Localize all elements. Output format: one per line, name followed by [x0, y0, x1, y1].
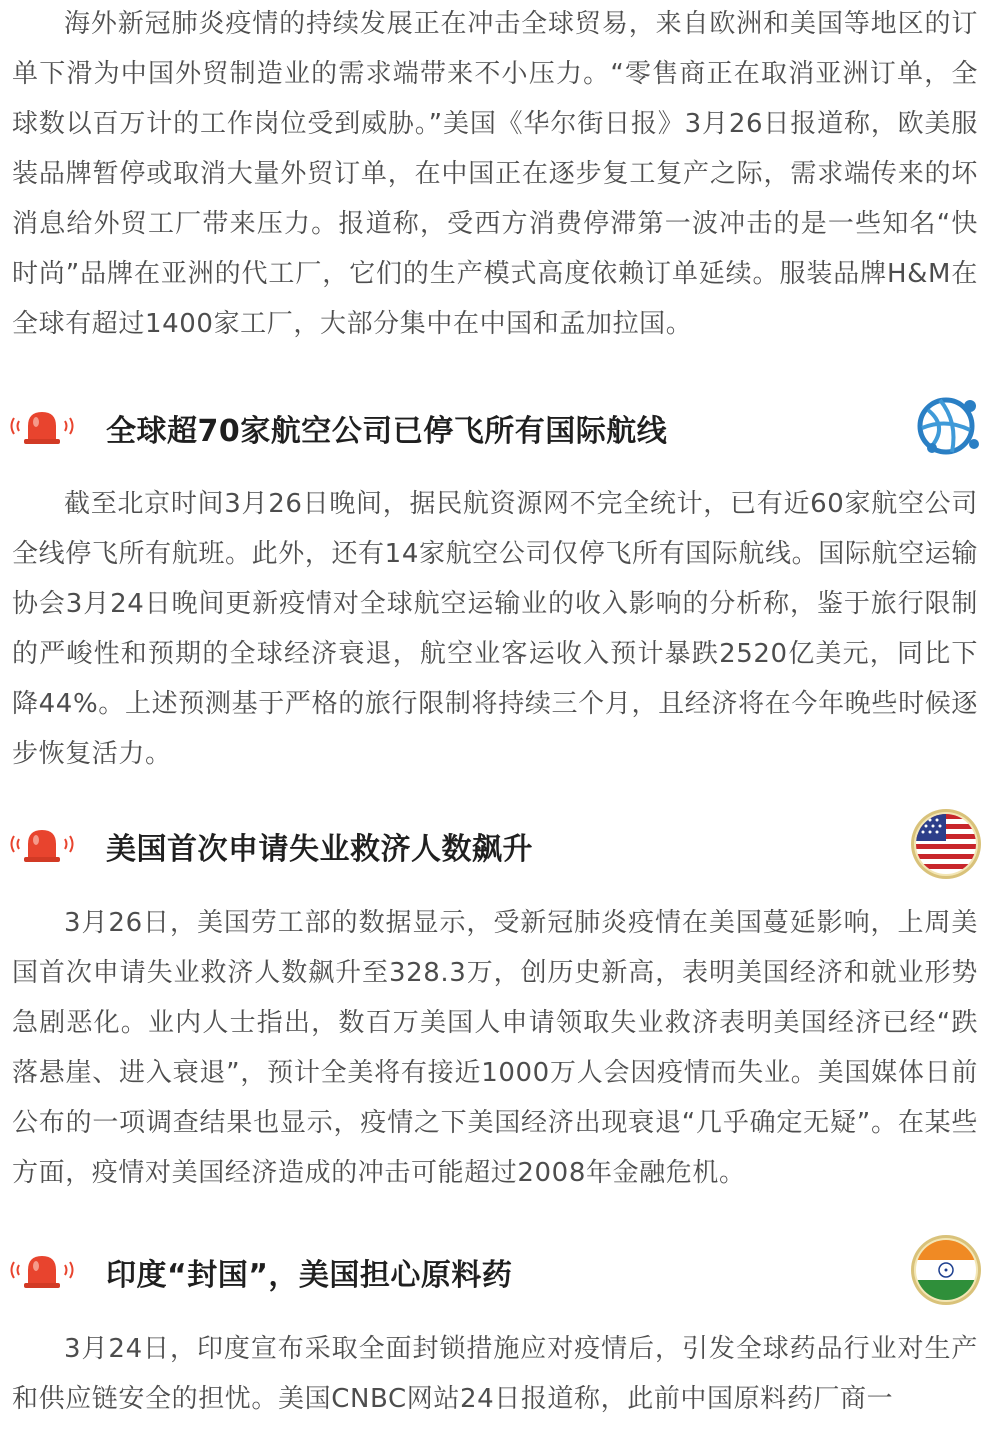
- section-paragraph-india: 3月24日，印度宣布采取全面封锁措施应对疫情后，引发全球药品行业对生产和供应链安全的担忧。美国CNBC网站24日报道称，此前中国原料药厂商一: [12, 1334, 978, 1414]
- alarm-bell-icon: [6, 820, 78, 868]
- globe-network-icon: [908, 388, 984, 464]
- section-paragraph-airlines: 截至北京时间3月26日晚间，据民航资源网不完全统计，已有近60家航空公司全线停飞所有航班。此外，还有14家航空公司仅停飞所有国际航线。国际航空运输协会3月24日晚间更新疫情对全球航空运输业的收入影响的分析称，鉴于旅行限制的严峻性和预期的全球经济衰退，航空业客运收入预计暴跌2520亿美元，同比下降44%。上述预测基于严格的旅行限制将持续三个月，且经济将在今年晚些时候逐步恢复活力。: [12, 489, 978, 769]
- section-title: 美国首次申请失业救济人数飙升: [106, 832, 533, 867]
- section-header-unemployment: [0, 806, 1004, 886]
- india-flag-icon: [908, 1232, 984, 1308]
- section-header-india: [0, 1232, 1004, 1312]
- us-flag-icon: [908, 806, 984, 882]
- alarm-bell-icon: [6, 402, 78, 450]
- section-paragraph-unemployment: 3月26日，美国劳工部的数据显示，受新冠肺炎疫情在美国蔓延影响，上周美国首次申请失业救济人数飙升至328.3万，创历史新高，表明美国经济和就业形势急剧恶化。业内人士指出，数百万美国人申请领取失业救济表明美国经济已经“跌落悬崖、进入衰退”，预计全美将有接近1000万人会因疫情而失业。美国媒体日前公布的一项调查结果也显示，疫情之下美国经济出现衰退“几乎确定无疑”。在某些方面，疫情对美国经济造成的冲击可能超过2008年金融危机。: [12, 908, 978, 1188]
- alarm-bell-icon: [6, 1246, 78, 1294]
- section-header-airlines: [0, 388, 1004, 468]
- section-title: 全球超70家航空公司已停飞所有国际航线: [106, 414, 668, 449]
- intro-paragraph: 海外新冠肺炎疫情的持续发展正在冲击全球贸易，来自欧洲和美国等地区的订单下滑为中国外贸制造业的需求端带来不小压力。“零售商正在取消亚洲订单，全球数以百万计的工作岗位受到威胁。”美国《华尔街日报》3月26日报道称，欧美服装品牌暂停或取消大量外贸订单，在中国正在逐步复工复产之际，需求端传来的坏消息给外贸工厂带来压力。报道称，受西方消费停滞第一波冲击的是一些知名“快时尚”品牌在亚洲的代工厂，它们的生产模式高度依赖订单延续。服装品牌H&M在全球有超过1400家工厂，大部分集中在中国和孟加拉国。: [12, 9, 978, 339]
- section-title: 印度“封国”，美国担心原料药: [106, 1258, 513, 1293]
